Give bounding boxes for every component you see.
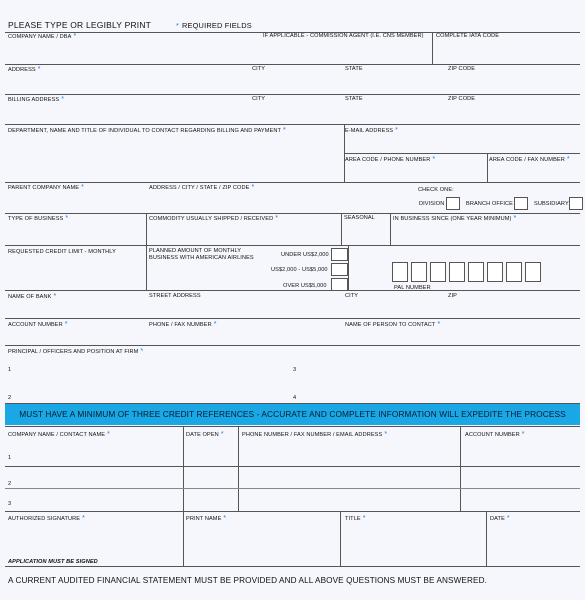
pal-digit-box[interactable] (430, 262, 446, 282)
name-of-bank-label: NAME OF BANK * (8, 293, 57, 300)
pal-digit-box[interactable] (468, 262, 484, 282)
required-fields-note: * REQUIRED FIELDS (176, 21, 252, 30)
subsidiary-label: SUBSIDIARY (534, 201, 569, 207)
bank-city-label: CITY (345, 293, 359, 299)
fax-number-label: AREA CODE / FAX NUMBER * (489, 156, 570, 163)
seasonal-label: SEASONAL (344, 215, 375, 221)
required-star-icon: * (82, 515, 85, 522)
iata-code-label: COMPLETE IATA CODE (436, 33, 500, 39)
footer-note: A CURRENT AUDITED FINANCIAL STATEMENT MUST BE PROVIDED AND ALL ABOVE QUESTIONS MUST BE ANSWERED. (8, 576, 487, 585)
pal-digit-box[interactable] (487, 262, 503, 282)
print-name-field[interactable] (185, 524, 339, 565)
required-star-icon: * (73, 33, 77, 40)
date-field[interactable] (488, 524, 579, 565)
credit-references-banner: MUST HAVE A MINIMUM OF THREE CREDIT REFERENCES - ACCURATE AND COMPLETE INFORMATION WILL EXPEDITE THE PROCESS (5, 404, 580, 425)
under-2000-checkbox[interactable] (331, 248, 348, 261)
check-one-label: CHECK ONE: (418, 187, 454, 193)
company-name-field[interactable] (6, 41, 430, 63)
required-star-icon: * (362, 515, 366, 522)
phone-number-label: AREA CODE / PHONE NUMBER * (345, 156, 436, 163)
branch-office-checkbox[interactable] (514, 197, 528, 210)
required-star-icon: * (521, 431, 525, 438)
signature-date-label: DATE * (490, 515, 510, 522)
required-star-icon: * (513, 215, 517, 222)
bank-zip-label: ZIP (448, 293, 458, 299)
branch-office-label: BRANCH OFFICE (466, 201, 513, 207)
signer-title-label: TITLE * (345, 515, 366, 522)
ref-number-1: 1 (8, 455, 12, 461)
department-contact-field[interactable] (6, 136, 343, 181)
account-number-label: ACCOUNT NUMBER * (8, 321, 68, 328)
over-5000-label: OVER US$5,000 (283, 283, 327, 289)
company-name-label: COMPANY NAME / DBA * (8, 33, 77, 40)
required-star-icon: * (220, 431, 224, 438)
pal-number-label: PAL NUMBER (394, 285, 431, 291)
division-checkbox[interactable] (446, 197, 460, 210)
officer-number-2: 2 (8, 395, 12, 401)
required-star-icon: * (81, 184, 84, 191)
subsidiary-checkbox[interactable] (569, 197, 583, 210)
required-star-icon: * (384, 431, 388, 438)
pal-digit-box[interactable] (392, 262, 408, 282)
principal-officers-label: PRINCIPAL / OFFICERS AND POSITION AT FIRM * (8, 348, 144, 355)
email-field[interactable] (346, 136, 579, 152)
required-star-icon: * (140, 348, 144, 355)
bank-phone-fax-label: PHONE / FAX NUMBER * (149, 321, 217, 328)
required-star-icon: * (432, 156, 436, 163)
required-star-icon: * (213, 321, 217, 328)
required-star-icon: * (275, 215, 279, 222)
pal-digit-box[interactable] (525, 262, 541, 282)
city-label: CITY (252, 66, 266, 72)
ref-company-contact-label: COMPANY NAME / CONTACT NAME * (8, 431, 110, 438)
officer-number-4: 4 (293, 395, 297, 401)
billing-zip-label: ZIP CODE (448, 96, 476, 102)
commodity-label: COMMODITY USUALLY SHIPPED / RECEIVED * (149, 215, 279, 222)
billing-state-label: STATE (345, 96, 363, 102)
required-star-icon: * (223, 515, 227, 522)
bank-contact-person-label: NAME OF PERSON TO CONTACT * (345, 321, 441, 328)
billing-address-label: BILLING ADDRESS * (8, 96, 65, 103)
application-must-be-signed-note: APPLICATION MUST BE SIGNED (8, 559, 98, 565)
pal-digit-box[interactable] (411, 262, 427, 282)
ref-number-3: 3 (8, 501, 12, 507)
required-star-icon: * (395, 127, 398, 134)
ref-number-2: 2 (8, 481, 12, 487)
ref-account-number-label: ACCOUNT NUMBER * (465, 431, 525, 438)
ref-date-open-label: DATE OPEN * (186, 431, 224, 438)
required-star-icon: * (64, 321, 68, 328)
required-star-icon: * (251, 184, 255, 191)
parent-address-label: ADDRESS / CITY / STATE / ZIP CODE * (149, 184, 255, 191)
state-label: STATE (345, 66, 363, 72)
print-name-label: PRINT NAME * (186, 515, 227, 522)
signature-field[interactable] (6, 524, 182, 554)
authorized-signature-label: AUTHORIZED SIGNATURE * (8, 515, 85, 522)
officer-number-1: 1 (8, 367, 12, 373)
required-star-icon: * (107, 431, 110, 438)
bank-street-label: STREET ADDRESS (149, 293, 201, 299)
type-of-business-label: TYPE OF BUSINESS * (8, 215, 69, 222)
required-star-icon: * (176, 23, 179, 30)
form-title: PLEASE TYPE OR LEGIBLY PRINT (8, 20, 152, 30)
division-label: DIVISION (419, 201, 445, 207)
parent-company-label: PARENT COMPANY NAME * (8, 184, 84, 191)
over-5000-checkbox[interactable] (331, 278, 348, 291)
required-star-icon: * (506, 515, 510, 522)
required-star-icon: * (61, 96, 65, 103)
planned-amount-label: PLANNED AMOUNT OF MONTHLY (149, 248, 242, 254)
required-star-icon: * (437, 321, 441, 328)
ref-phone-fax-email-label: PHONE NUMBER / FAX NUMBER / EMAIL ADDRESS * (242, 431, 388, 438)
email-address-label: E-MAIL ADDRESS * (345, 127, 398, 134)
in-business-since-label: IN BUSINESS SINCE (ONE YEAR MINIMUM) * (393, 215, 517, 222)
required-star-icon: * (37, 66, 41, 73)
department-contact-label: DEPARTMENT, NAME AND TITLE OF INDIVIDUAL TO CONTACT REGARDING BILLING AND PAYMENT * (8, 127, 286, 134)
zip-code-label: ZIP CODE (448, 66, 476, 72)
required-star-icon: * (65, 215, 69, 222)
title-field[interactable] (342, 524, 485, 565)
required-star-icon: * (283, 127, 286, 134)
billing-city-label: CITY (252, 96, 266, 102)
pal-digit-box[interactable] (449, 262, 465, 282)
required-star-icon: * (53, 293, 57, 300)
mid-range-checkbox[interactable] (331, 263, 348, 276)
under-2000-label: UNDER US$2,000 (281, 252, 329, 258)
iata-code-field[interactable] (434, 41, 579, 63)
mid-range-label: US$2,000 - US$5,000 (271, 267, 328, 273)
commission-agent-label: IF APPLICABLE - COMMISSION AGENT (I.E. CNS MEMBER) (263, 33, 424, 39)
officer-number-3: 3 (293, 367, 297, 373)
address-field[interactable] (6, 74, 579, 93)
pal-digit-box[interactable] (506, 262, 522, 282)
billing-address-field[interactable] (6, 104, 579, 123)
required-star-icon: * (566, 156, 570, 163)
address-label: ADDRESS * (8, 66, 41, 73)
planned-amount-label-2: BUSINESS WITH AMERICAN AIRLINES (149, 255, 254, 261)
requested-credit-label: REQUESTED CREDIT LIMIT - MONTHLY (8, 249, 116, 255)
